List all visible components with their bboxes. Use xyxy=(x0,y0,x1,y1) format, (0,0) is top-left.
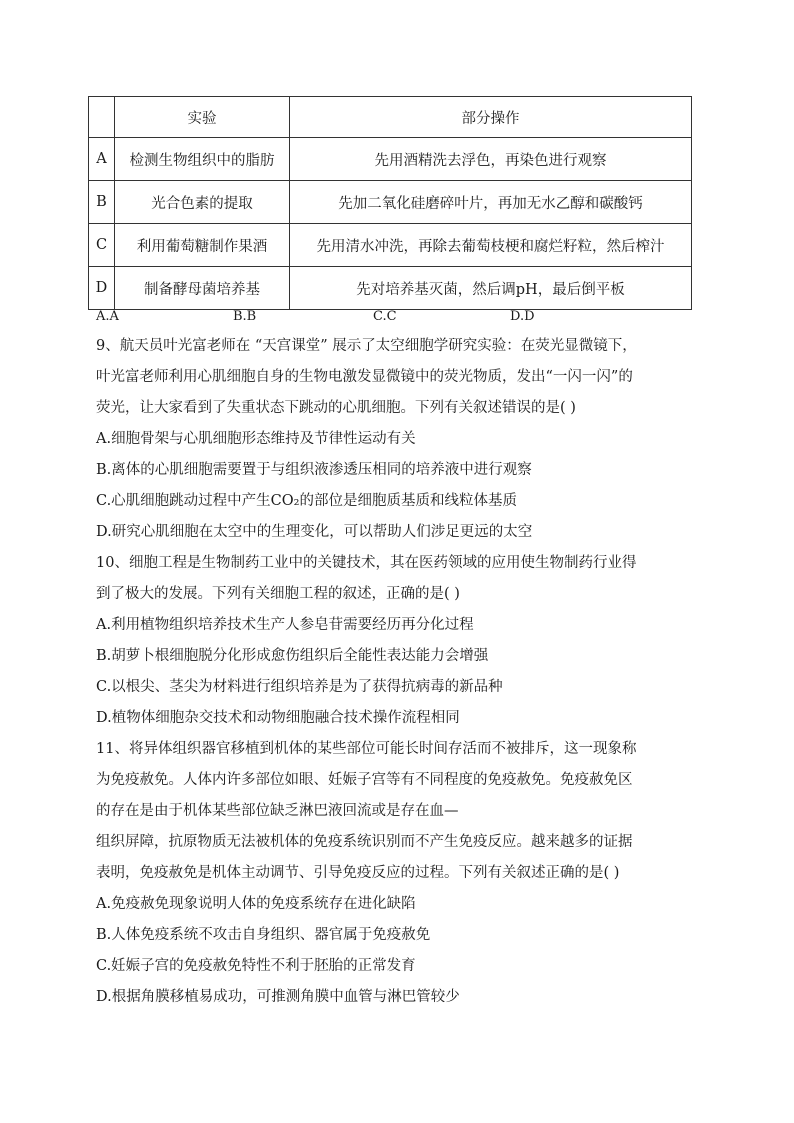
q9-option-b: B.离体的心肌细胞需要置于与组织液渗透压相同的培养液中进行观察 xyxy=(96,462,532,478)
q8-option-b: B.B xyxy=(233,309,257,324)
q8-option-c: C.C xyxy=(373,309,397,324)
q9-stem-line: 荧光，让大家看到了失重状态下跳动的心肌细胞。下列有关叙述错误的是( ) xyxy=(96,400,576,416)
q10-option-b: B.胡萝卜根细胞脱分化形成愈伤组织后全能性表达能力会增强 xyxy=(96,648,489,664)
table-header-experiment: 实验 xyxy=(115,97,290,138)
row-experiment: 光合色素的提取 xyxy=(115,181,290,224)
q9-option-d: D.研究心肌细胞在太空中的生理变化，可以帮助人们涉足更远的太空 xyxy=(96,524,533,540)
row-experiment: 制备酵母菌培养基 xyxy=(115,267,290,310)
row-experiment: 检测生物组织中的脂肪 xyxy=(115,138,290,181)
row-label: C xyxy=(89,224,115,267)
q10-stem-line: 到了极大的发展。下列有关细胞工程的叙述，正确的是( ) xyxy=(96,586,460,602)
row-operation: 先加二氧化硅磨碎叶片，再加无水乙醇和碳酸钙 xyxy=(290,181,692,224)
row-experiment: 利用葡萄糖制作果酒 xyxy=(115,224,290,267)
q9-stem-line: 9、航天员叶光富老师在 “天宫课堂” 展示了太空细胞学研究实验：在荧光显微镜下， xyxy=(96,338,637,354)
table-header-blank xyxy=(89,97,115,138)
row-label: D xyxy=(89,267,115,310)
q10-stem-line: 10、细胞工程是生物制药工业中的关键技术，其在医药领域的应用使生物制药行业得 xyxy=(96,555,637,571)
row-operation: 先用清水冲洗，再除去葡萄枝梗和腐烂籽粒，然后榨汁 xyxy=(290,224,692,267)
row-operation: 先对培养基灭菌，然后调pH，最后倒平板 xyxy=(290,267,692,310)
question-11 xyxy=(96,734,696,1013)
table-header-operation: 部分操作 xyxy=(290,97,692,138)
q11-stem-line: 为免疫赦免。人体内许多部位如眼、妊娠子宫等有不同程度的免疫赦免。免疫赦免区 xyxy=(96,772,633,788)
q11-stem-line: 表明，免疫赦免是机体主动调节、引导免疫反应的过程。下列有关叙述正确的是( ) xyxy=(96,865,620,881)
table-row xyxy=(89,224,692,267)
q8-option-d: D.D xyxy=(510,309,535,324)
q9-option-c: C.心肌细胞跳动过程中产生CO₂的部位是细胞质基质和线粒体基质 xyxy=(96,493,517,509)
table-row xyxy=(89,267,692,310)
q8-option-a: A.A xyxy=(96,309,119,324)
q11-stem-line: 11、将异体组织器官移植到机体的某些部位可能长时间存活而不被排斥，这一现象称 xyxy=(96,741,637,757)
q10-option-d: D.植物体细胞杂交技术和动物细胞融合技术操作流程相同 xyxy=(96,710,460,726)
q11-stem-line: 组织屏障，抗原物质无法被机体的免疫系统识别而不产生免疫反应。越来越多的证据 xyxy=(96,834,633,850)
table-row xyxy=(89,138,692,181)
table-row xyxy=(89,181,692,224)
table-header-row xyxy=(89,97,692,138)
q9-stem-line: 叶光富老师利用心肌细胞自身的生物电激发显微镜中的荧光物质，发出“一闪一闪”的 xyxy=(96,369,633,385)
row-operation: 先用酒精洗去浮色，再染色进行观察 xyxy=(290,138,692,181)
q9-option-a: A.细胞骨架与心肌细胞形态维持及节律性运动有关 xyxy=(96,431,416,447)
row-label: B xyxy=(89,181,115,224)
q11-option-c: C.妊娠子宫的免疫赦免特性不利于胚胎的正常发育 xyxy=(96,958,416,974)
q10-option-a: A.利用植物组织培养技术生产人参皂苷需要经历再分化过程 xyxy=(96,617,474,633)
q11-option-b: B.人体免疫系统不攻击自身组织、器官属于免疫赦免 xyxy=(96,927,431,943)
experiment-table xyxy=(88,96,692,310)
row-label: A xyxy=(89,138,115,181)
question-9 xyxy=(96,331,696,548)
q10-option-c: C.以根尖、茎尖为材料进行组织培养是为了获得抗病毒的新品种 xyxy=(96,679,503,695)
question-10 xyxy=(96,548,696,734)
q11-stem-line: 的存在是由于机体某些部位缺乏淋巴液回流或是存在血— xyxy=(96,803,459,819)
q11-option-a: A.免疫赦免现象说明人体的免疫系统存在进化缺陷 xyxy=(96,896,416,912)
q11-option-d: D.根据角膜移植易成功，可推测角膜中血管与淋巴管较少 xyxy=(96,989,460,1005)
